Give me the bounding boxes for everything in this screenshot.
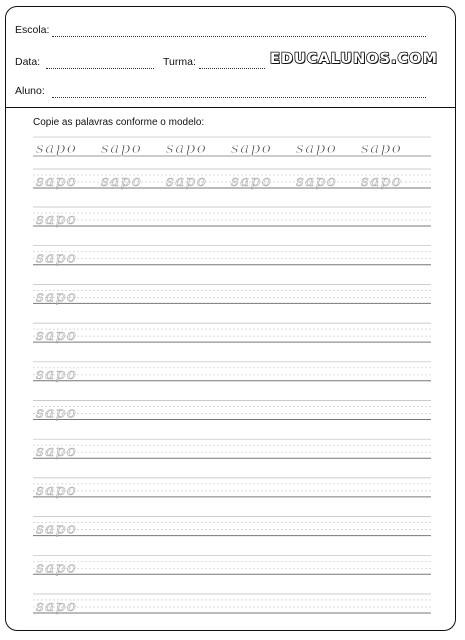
data-label: Data: (15, 56, 41, 68)
traced-word: sapo (231, 172, 273, 190)
traced-word: sapo (361, 172, 403, 190)
practice-word: sapo (36, 558, 78, 577)
practice-word: sapo (36, 326, 78, 345)
practice-word: sapo (36, 403, 78, 422)
practice-word: sapo (36, 287, 78, 306)
escola-label: Escola: (15, 24, 50, 36)
traced-word: sapo (166, 172, 208, 190)
aluno-label: Aluno: (15, 85, 45, 97)
turma-label: Turma: (163, 56, 196, 68)
model-word: sapo (296, 139, 338, 157)
model-word: sapo (101, 139, 143, 157)
educalunos-logo: EDUCALUNOS.COM (270, 51, 438, 67)
practice-word: sapo (36, 364, 78, 383)
instruction-text: Copie as palavras conforme o modelo: (33, 117, 205, 128)
traced-word: sapo (296, 172, 338, 190)
practice-word: sapo (36, 210, 78, 228)
traced-word: sapo (101, 172, 143, 190)
model-word: sapo (361, 139, 403, 157)
model-word: sapo (231, 139, 273, 157)
practice-word: sapo (36, 519, 78, 538)
practice-word: sapo (36, 442, 78, 461)
practice-word: sapo (36, 248, 78, 267)
practice-word: sapo (36, 597, 78, 615)
model-word: sapo (166, 139, 208, 157)
traced-word: sapo (36, 172, 78, 190)
model-word: sapo (36, 139, 78, 157)
practice-word: sapo (36, 480, 78, 499)
